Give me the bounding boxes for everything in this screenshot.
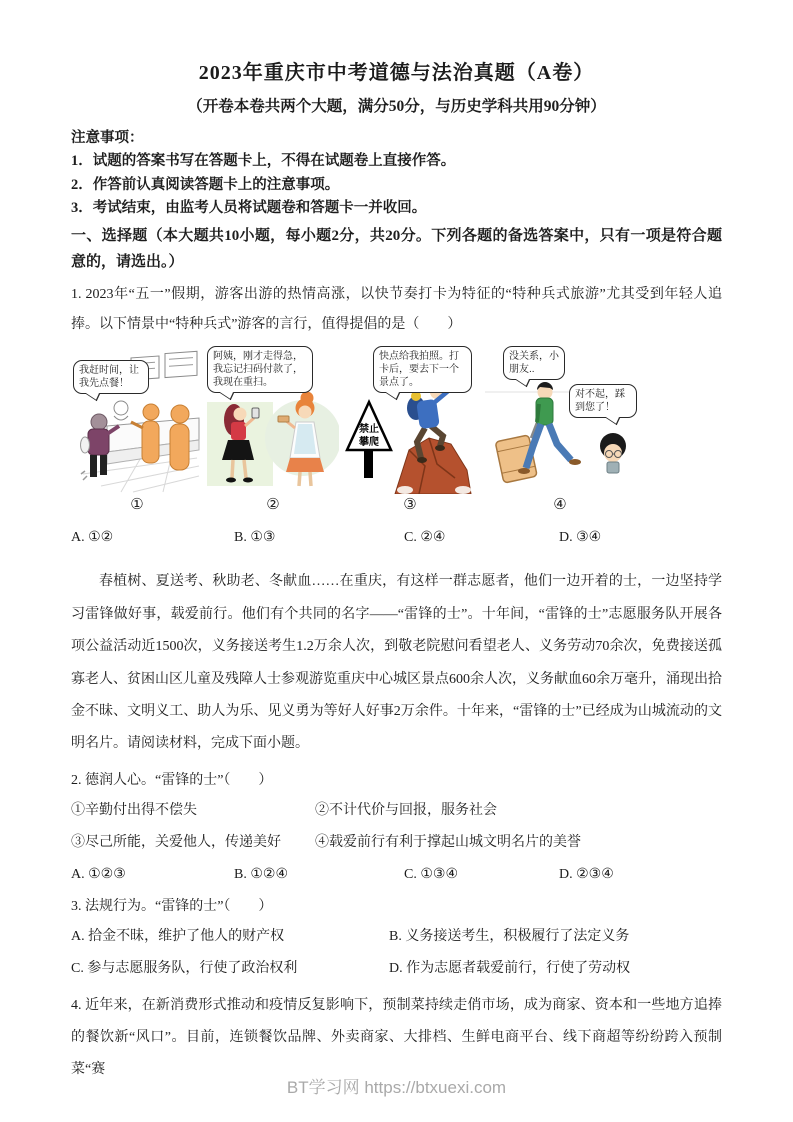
question-3-options-row2 bbox=[71, 953, 722, 985]
q2-sub-option-4: ④载爱前行有利于撑起山城文明名片的美誉 bbox=[315, 834, 581, 850]
passage-text: 春植树、夏送考、秋助老、冬献血……在重庆，有这样一群志愿者，他们一边开着的士，一边坚持学习雷锋做好事，载爱前行。他们有个共同的名字——“雷锋的士”。十年间，“雷锋的士”志愿服务队开展各项公益活动近1500次，义务接送考生1.2万余人次，到敬老院慰问看望老人、义务劳动70余次，免费接送孤寡老人、贫困山区儿童及残障人士参观游览重庆中心城区景点600余人次，义务献血60余万毫升，涌现出拾金不昧、文明义工、助人为乐、见义勇为等好人好事2万余件。十年来，“雷锋的士”已经成为山城流动的文明名片。请阅读材料，完成下面小题。 bbox=[71, 574, 722, 752]
q2-sub-option-2: ②不计代价与回报，服务社会 bbox=[315, 803, 497, 819]
notice-item-1: 1．试题的答案书写在答题卡上，不得在试题卷上直接作答。 bbox=[71, 153, 456, 170]
notice-heading: 注意事项： bbox=[71, 130, 144, 146]
question-2-suboptions-row1 bbox=[71, 795, 722, 827]
q2-sub-option-3: ③尽己所能，关爱他人，传递美好 bbox=[71, 834, 281, 850]
q3-option-d: D. 作为志愿者载爱前行，行使了劳动权 bbox=[389, 960, 631, 976]
speech-bubble-4b: 对不起，踩到您了！ bbox=[569, 384, 637, 418]
footer-site-link[interactable]: BT学习网 https://btxuexi.com bbox=[286, 1078, 507, 1097]
comic-strip bbox=[73, 346, 635, 514]
comic-panel-3 bbox=[345, 346, 475, 514]
warning-sign-text-line2: 攀爬 bbox=[359, 436, 379, 448]
q1-option-d: D. ③④ bbox=[559, 529, 602, 545]
question-4-text: 4. 近年来，在新消费形式推动和疫情反复影响下，预制菜持续走俏市场，成为商家、资本和一些地方追捧的餐饮新“风口”。目前，连锁餐饮品牌、外卖商家、大排档、生鲜电商平台、线下商超等纷纷跨入预制菜“赛 bbox=[71, 998, 722, 1078]
q1-option-c: C. ②④ bbox=[404, 529, 446, 545]
q2-option-c: C. ①③④ bbox=[404, 867, 458, 883]
comic-panel-4 bbox=[481, 346, 639, 514]
q3-option-c: C. 参与志愿服务队，行使了政治权利 bbox=[71, 960, 298, 976]
panel-label-4: ④ bbox=[553, 496, 567, 513]
question-2-options bbox=[71, 864, 722, 886]
notice-item-2: 2．作答前认真阅读答题卡上的注意事项。 bbox=[71, 176, 340, 193]
speech-bubble-4a: 没关系，小朋友.. bbox=[503, 346, 565, 380]
warning-sign-text-line1: 禁止 bbox=[359, 423, 379, 435]
notice-section bbox=[71, 127, 722, 221]
q2-option-b: B. ①②④ bbox=[234, 867, 288, 883]
q3-option-b: B. 义务接送考生，积极履行了法定义务 bbox=[389, 929, 630, 945]
panel-label-3: ③ bbox=[403, 496, 417, 513]
q2-option-a: A. ①②③ bbox=[71, 867, 126, 883]
question-2-suboptions-row2 bbox=[71, 827, 722, 859]
question-1-text: 1. 2023年“五一”假期，游客出游的热情高涨，以快节奏打卡为特征的“特种兵式旅游”尤其受到年轻人追捧。以下情景中“特种兵式”游客的言行，值得提倡的是（ ） bbox=[71, 286, 722, 332]
speech-bubble-3: 快点给我拍照。打卡后，要去下一个景点了。 bbox=[373, 346, 472, 393]
speech-bubble-2: 阿姨，刚才走得急，我忘记扫码付款了，我现在重扫。 bbox=[207, 346, 313, 393]
q1-option-a: A. ①② bbox=[71, 529, 114, 545]
comic-panel-2 bbox=[207, 346, 339, 514]
page-title: 2023年重庆市中考道德与法治真题（A卷） bbox=[198, 62, 595, 84]
q1-option-b: B. ①③ bbox=[234, 529, 276, 545]
panel-label-1: ① bbox=[130, 496, 144, 513]
q2-sub-option-1: ①辛勤付出得不偿失 bbox=[71, 803, 197, 819]
question-3-options-row1 bbox=[71, 921, 722, 953]
exam-subtitle: （开卷本卷共两个大题，满分50分，与历史学科共用90分钟） bbox=[187, 98, 606, 115]
panel-label-2: ② bbox=[266, 496, 280, 513]
section-1-heading: 一、选择题（本大题共10小题，每小题2分，共20分。下列各题的备选答案中，只有一项是符合题意的，请选出。） bbox=[71, 227, 722, 270]
question-2-heading: 2. 德润人心。“雷锋的士”（ ） bbox=[71, 772, 273, 788]
speech-bubble-1: 我赶时间，让我先点餐！ bbox=[73, 360, 149, 394]
q3-option-a: A. 拾金不昧，维护了他人的财产权 bbox=[71, 929, 285, 945]
question-1-options bbox=[71, 527, 722, 549]
comic-panel-1 bbox=[73, 346, 201, 514]
question-3-heading: 3. 法规行为。“雷锋的士”（ ） bbox=[71, 898, 273, 914]
q2-option-d: D. ②③④ bbox=[559, 867, 614, 883]
footer-watermark bbox=[0, 1073, 793, 1098]
notice-item-3: 3．考试结束，由监考人员将试题卷和答题卡一并收回。 bbox=[71, 200, 427, 217]
